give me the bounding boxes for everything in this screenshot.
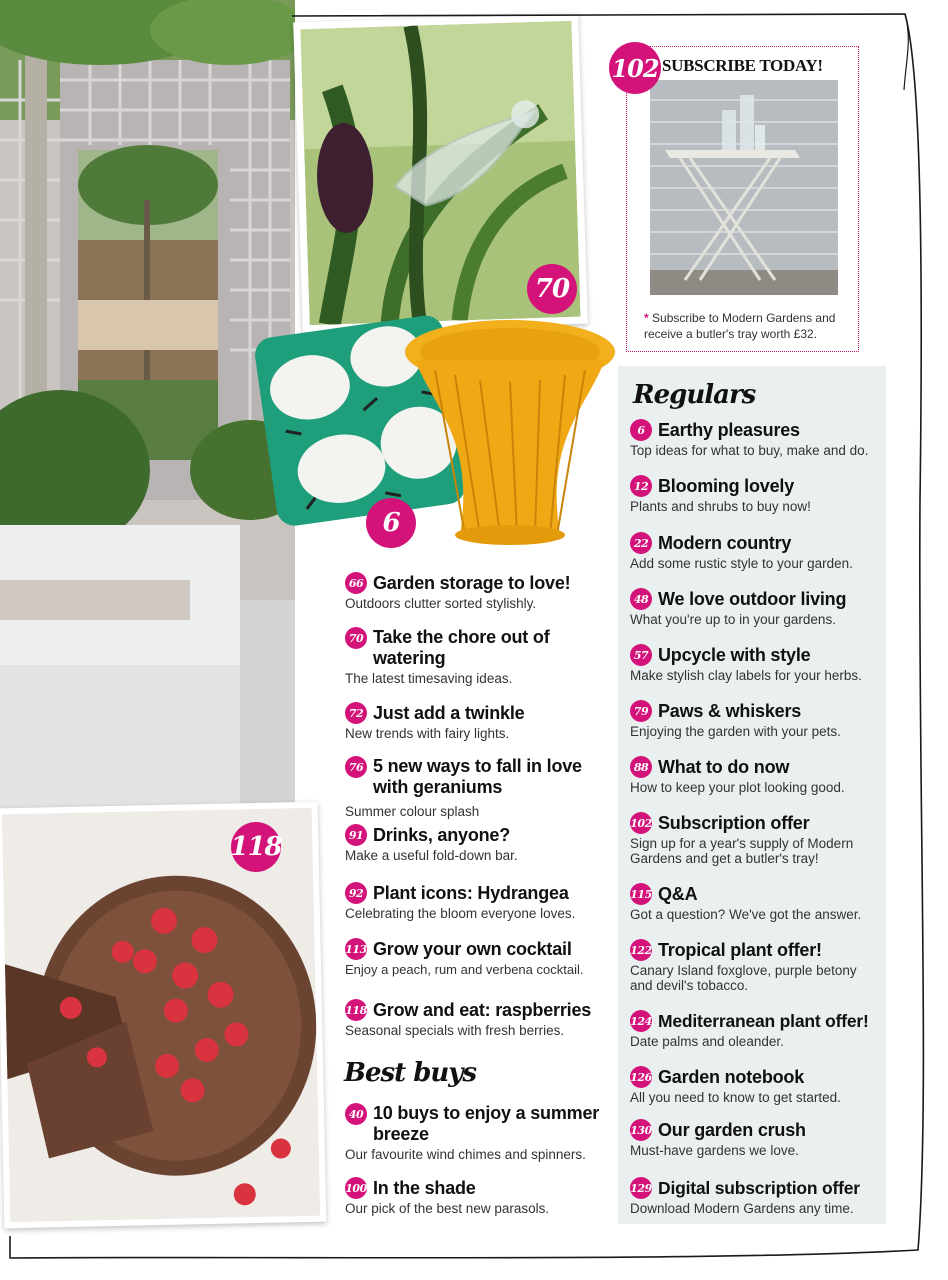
item-desc: Download Modern Gardens any time. [630,1201,854,1216]
page-number-badge: 118 [345,999,367,1021]
garden-photo [0,0,295,815]
item-title: 5 new ways to fall in love with geraniums [373,756,582,797]
item-desc: Must-have gardens we love. [630,1143,799,1158]
item-title: Our garden crush [658,1119,806,1140]
feature-item[interactable] [345,882,607,922]
regulars-item[interactable] [630,812,878,866]
item-desc: Plants and shrubs to buy now! [630,499,811,514]
regulars-item[interactable] [630,588,882,628]
page-number-badge: 91 [345,824,367,846]
item-desc: New trends with fairy lights. [345,726,510,741]
item-desc: How to keep your plot looking good. [630,780,845,795]
feature-item[interactable] [345,999,610,1039]
item-desc: Seasonal specials with fresh berries. [345,1023,565,1038]
item-title: Drinks, anyone? [373,824,511,845]
item-desc: What you're up to in your gardens. [630,612,836,627]
page-number-badge: 72 [345,702,367,724]
item-desc: Make stylish clay labels for your herbs. [630,668,862,683]
item-desc: Add some rustic style to your garden. [630,556,853,571]
item-desc: Our favourite wind chimes and spinners. [345,1147,586,1162]
item-title: Garden notebook [658,1066,805,1087]
butlers-tray-photo [650,80,838,295]
best-buys-item[interactable] [345,1177,607,1217]
page-number-badge: 129 [630,1177,652,1199]
regulars-item[interactable] [630,644,882,684]
page-badge-6: 6 [366,498,416,548]
item-title: Tropical plant offer! [658,939,822,960]
item-desc: Top ideas for what to buy, make and do. [630,443,869,458]
subscribe-note-text: Subscribe to Modern Gardens and receive a butler's tray worth £32. [644,311,836,341]
page-badge-118: 118 [231,822,281,872]
item-title: Blooming lovely [658,475,795,496]
item-desc: Make a useful fold-down bar. [345,848,518,863]
item-title: Just add a twinkle [373,702,525,723]
item-title: In the shade [373,1177,476,1198]
cushion-and-stool-photo [255,300,620,550]
feature-item[interactable] [345,702,607,742]
page-number-badge: 70 [345,627,367,649]
item-desc: Our pick of the best new parasols. [345,1201,550,1216]
feature-item[interactable] [345,756,607,820]
subscribe-note [644,310,849,342]
page-number-badge: 130 [630,1119,652,1141]
item-title: We love outdoor living [658,588,847,609]
regulars-item[interactable] [630,1066,882,1106]
item-title: 10 buys to enjoy a summer breeze [373,1103,600,1144]
page-number-badge: 57 [630,644,652,666]
item-title: Q&A [658,883,698,904]
regulars-item[interactable] [630,1010,886,1050]
raspberry-cake-photo [0,802,326,1229]
item-title: What to do now [658,756,790,777]
page-number-badge: 113 [345,938,367,960]
item-title: Grow your own cocktail [373,938,572,959]
page-number-badge: 124 [630,1010,652,1032]
item-desc: The latest timesaving ideas. [345,671,513,686]
best-buys-item[interactable] [345,1103,607,1163]
regulars-item[interactable] [630,939,878,993]
item-title: Garden storage to love! [373,572,571,593]
item-desc: Date palms and oleander. [630,1034,784,1049]
subscribe-title[interactable]: SUBSCRIBE TODAY! [662,56,823,75]
regulars-item[interactable] [630,419,882,459]
page-number-badge: 126 [630,1066,652,1088]
regulars-item[interactable] [630,532,882,572]
item-title: Paws & whiskers [658,700,802,721]
page-number-badge: 40 [345,1103,367,1125]
item-title: Modern country [658,532,792,553]
feature-item[interactable] [345,572,607,612]
feature-item[interactable] [345,627,575,687]
item-title: Mediterranean plant offer! [658,1010,869,1031]
item-title: Plant icons: Hydrangea [373,882,569,903]
page-number-badge: 92 [345,882,367,904]
page-badge-102: 102 [609,42,661,94]
regulars-item[interactable] [630,1177,886,1217]
page-number-badge: 100 [345,1177,367,1199]
best-buys-heading: Best buys [344,1058,477,1088]
page-number-badge: 79 [630,700,652,722]
item-title: Grow and eat: raspberries [373,999,592,1020]
page-number-badge: 12 [630,475,652,497]
page-number-badge: 48 [630,588,652,610]
page-number-badge: 88 [630,756,652,778]
item-desc: Canary Island foxglove, purple betony and devil's tobacco. [630,963,857,993]
item-desc: Sign up for a year's supply of Modern Gardens and get a butler's tray! [630,836,854,866]
item-desc: Celebrating the bloom everyone loves. [345,906,576,921]
page-badge-70: 70 [527,264,577,314]
asterisk-icon: * [644,311,649,325]
item-title: Take the chore out of watering [373,627,550,668]
page-number-badge: 115 [630,883,652,905]
item-title: Subscription offer [658,812,810,833]
item-desc: Enjoying the garden with your pets. [630,724,841,739]
regulars-item[interactable] [630,883,882,923]
page-number-badge: 122 [630,939,652,961]
item-desc: Summer colour splash [345,804,480,819]
item-title: Upcycle with style [658,644,811,665]
page-number-badge: 66 [345,572,367,594]
regulars-heading: Regulars [633,380,756,410]
item-title: Digital subscription offer [658,1177,860,1198]
page-number-badge: 6 [630,419,652,441]
item-title: Earthy pleasures [658,419,800,440]
feature-item[interactable] [345,824,607,864]
regulars-item[interactable] [630,1119,882,1159]
regulars-item[interactable] [630,700,882,740]
feature-item[interactable] [345,938,610,978]
item-desc: Got a question? We've got the answer. [630,907,862,922]
page-number-badge: 76 [345,756,367,778]
regulars-item[interactable] [630,475,882,515]
item-desc: All you need to know to get started. [630,1090,841,1105]
regulars-item[interactable] [630,756,882,796]
item-desc: Outdoors clutter sorted stylishly. [345,596,537,611]
item-desc: Enjoy a peach, rum and verbena cocktail. [345,962,584,977]
page-number-badge: 22 [630,532,652,554]
page-number-badge: 102 [630,812,652,834]
